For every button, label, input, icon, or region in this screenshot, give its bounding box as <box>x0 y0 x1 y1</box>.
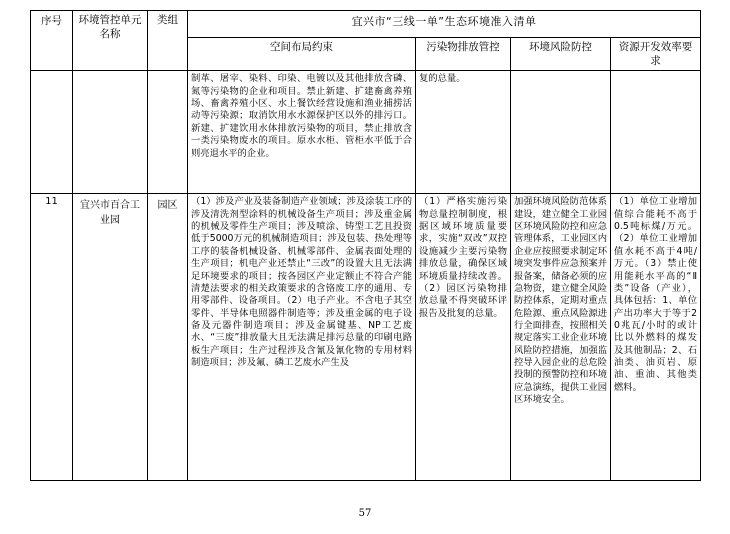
column-header-seq: 序号 <box>31 11 73 71</box>
column-header-unit-name: 环境管控单元名称 <box>73 11 148 71</box>
column-header-resource: 资源开发效率要求 <box>611 38 701 71</box>
column-header-category: 类组 <box>148 11 188 71</box>
cell-category: 园区 <box>148 194 188 481</box>
cell-risk <box>511 71 611 194</box>
cell-pollutant: 复的总量。 <box>416 71 511 194</box>
table-title: 宜兴市“三线一单”生态环境准入清单 <box>188 11 701 38</box>
cell-category <box>148 71 188 194</box>
cell-spatial: 制革、屠宰、染料、印染、电镀以及其他排放含磷、氮等污染物的企业和项目。禁止新建、扩建畜禽养殖场、畜禽养殖小区、水上餐饮经营设施和渔业捕捞活动等污染源；取消饮用水水源保护区以外的排污口。新建、扩建饮用水体排放污染物的项目，禁止排放含一类污染物废水的项目。原水水柜、管柜水平低于合则亮退水平的企业。 <box>188 71 416 194</box>
cell-spatial: （1）涉及产业及装备制造产业领域；涉及涂装工序的涉及清洗剂型涂料的机械设备生产项目；涉及重金属的机械及零件生产项目；涉及喷涂、铸型工艺且投资低于5000万元的机械制造项目；涉及包装、热处理等工序的装备机械设备、机械零部件、金属表面处理的生产项目；机电产业还禁止“三改”的设置大且无法满足环境要求的项目；按各园区产业定额止不符合产能清楚法要求的相关政策要求的含铬废工序的通用、专用零部件、设备项目。（2）电子产业。不含电子其空零件、半导体电照器件制造等；涉及重金属的电子设备及元器件制造项目；涉及金属键基、NP工艺废水、“三废”排放量大且无法满足排污总量的印刷电路板生产项目；生产过程涉及含氰及氰化物的专用材料制造项目；涉及氟、磷工艺废水产生及 <box>188 194 416 481</box>
column-header-spatial: 空间布局约束 <box>188 38 416 71</box>
cell-risk: 加强环境风险防范体系建设，建立健全工业园区环境风险防控和应急管理体系，工业园区内企业应按照要求制定环境突发事件应急预案并报备案，储备必须的应急物资，建立健全风险防控体系，定期对重点危险源、重点风险源进行全面排查，按照相关规定落实工业企业环境风险防控措施，加强监控导入园企业的总危险投制的预警防控和环境应急演练，提供工业园区环境安全。 <box>511 194 611 481</box>
cell-resource: （1）单位工业增加值综合能耗不高于0.5吨标煤/万元。（2）单位工业增加值水耗不高于4吨/万元。（3）禁止使用能耗水平高的“Ⅱ类”设备（产业），具体包括：1、单位产出功率大于等于20兆瓦/小时的或计比以外燃料的煤发及其他制品；2、石油类、油页岩、原油、重油、其他类燃料。 <box>611 194 701 481</box>
cell-resource <box>611 71 701 194</box>
cell-seq: 11 <box>31 194 73 481</box>
table-row <box>31 194 701 481</box>
table-row <box>31 71 701 194</box>
cell-unit-name: 宜兴市百合工业园 <box>73 194 148 481</box>
regulation-table <box>30 10 701 481</box>
page-number: 57 <box>358 508 372 519</box>
cell-unit-name <box>73 71 148 194</box>
column-header-pollutant: 污染物排放管控 <box>416 38 511 71</box>
table-title-row <box>31 11 701 38</box>
cell-seq <box>31 71 73 194</box>
cell-pollutant: （1）严格实施污染物总量控制制度，根据区域环境质量要求，实施“双改”双控设施减少主要污染物排放总量，确保区域环境质量持续改善。（2）园区污染物排放总量不得突破环评报告及批复的总量。 <box>416 194 511 481</box>
column-header-risk: 环境风险防控 <box>511 38 611 71</box>
